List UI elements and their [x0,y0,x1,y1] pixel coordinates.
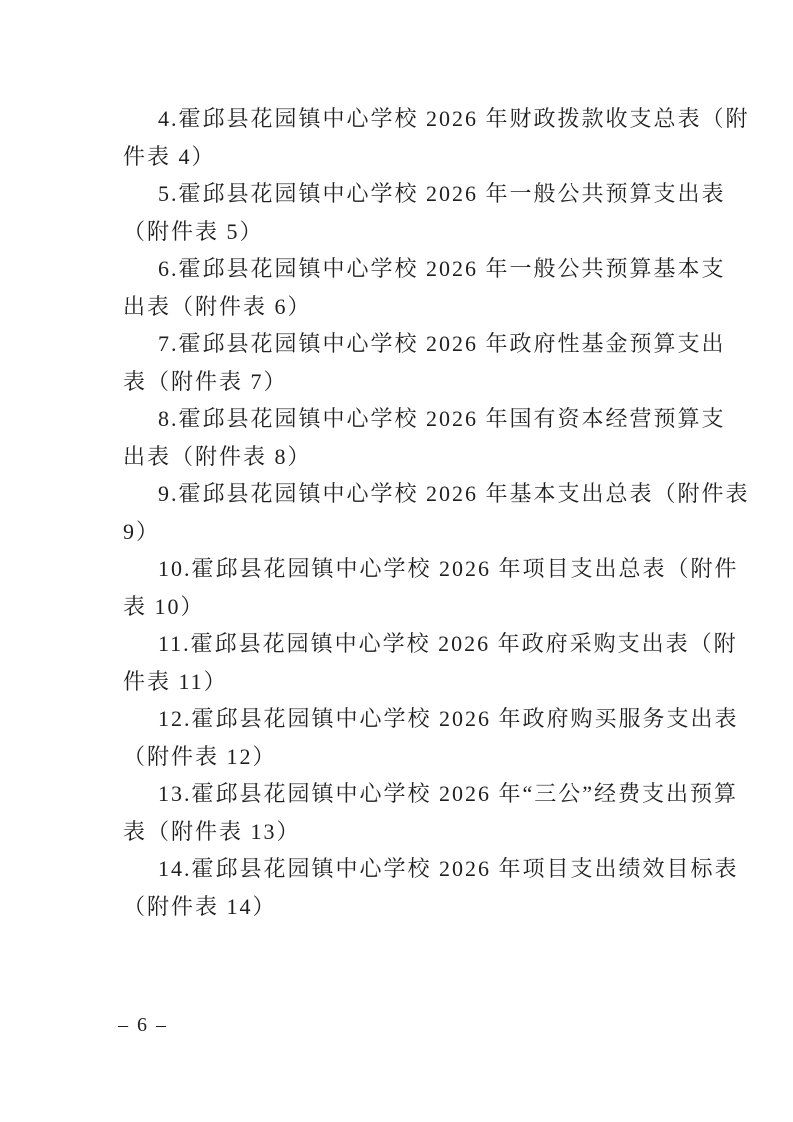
list-item-4-line-2: 件表 4） [123,143,216,169]
list-item-7 [123,325,726,400]
list-item-8-line-2: 出表（附件表 8） [123,443,312,469]
list-item-14-line-2: （附件表 14） [123,893,277,919]
list-item-10-line-1: 10.霍邱县花园镇中心学校 2026 年项目支出总表（附件 [158,556,739,581]
page-number: – 6 – [118,1014,168,1036]
list-item-13-line-2: 表（附件表 13） [123,818,301,844]
list-item-9-line-2: 9） [123,518,161,544]
attachment-list [123,100,750,925]
list-item-14-line-1: 14.霍邱县花园镇中心学校 2026 年项目支出绩效目标表 [158,856,739,881]
list-item-5 [123,175,726,250]
list-item-11-line-1: 11.霍邱县花园镇中心学校 2026 年政府采购支出表（附 [158,631,738,656]
list-item-9-line-1: 9.霍邱县花园镇中心学校 2026 年基本支出总表（附件表 [158,481,750,506]
list-item-7-line-1: 7.霍邱县花园镇中心学校 2026 年政府性基金预算支出 [158,331,726,356]
list-item-13 [123,775,739,850]
list-item-12-line-2: （附件表 12） [123,743,277,769]
list-item-12 [123,700,739,775]
list-item-9 [123,475,750,550]
list-item-6 [123,250,726,325]
list-item-14 [123,850,739,925]
list-item-5-line-1: 5.霍邱县花园镇中心学校 2026 年一般公共预算支出表 [158,181,726,206]
list-item-6-line-1: 6.霍邱县花园镇中心学校 2026 年一般公共预算基本支 [158,256,726,281]
list-item-8 [123,400,726,475]
list-item-10-line-2: 表 10） [123,593,205,619]
list-item-4-line-1: 4.霍邱县花园镇中心学校 2026 年财政拨款收支总表（附 [158,106,750,131]
list-item-5-line-2: （附件表 5） [123,218,264,244]
list-item-12-line-1: 12.霍邱县花园镇中心学校 2026 年政府购买服务支出表 [158,706,739,731]
list-item-11 [123,625,738,700]
list-item-8-line-1: 8.霍邱县花园镇中心学校 2026 年国有资本经营预算支 [158,406,726,431]
page-footer [118,1014,168,1037]
list-item-4 [123,100,750,175]
list-item-6-line-2: 出表（附件表 6） [123,293,312,319]
list-item-7-line-2: 表（附件表 7） [123,368,288,394]
list-item-10 [123,550,739,625]
list-item-11-line-2: 件表 11） [123,668,228,694]
list-item-13-line-1: 13.霍邱县花园镇中心学校 2026 年“三公”经费支出预算 [158,781,739,806]
